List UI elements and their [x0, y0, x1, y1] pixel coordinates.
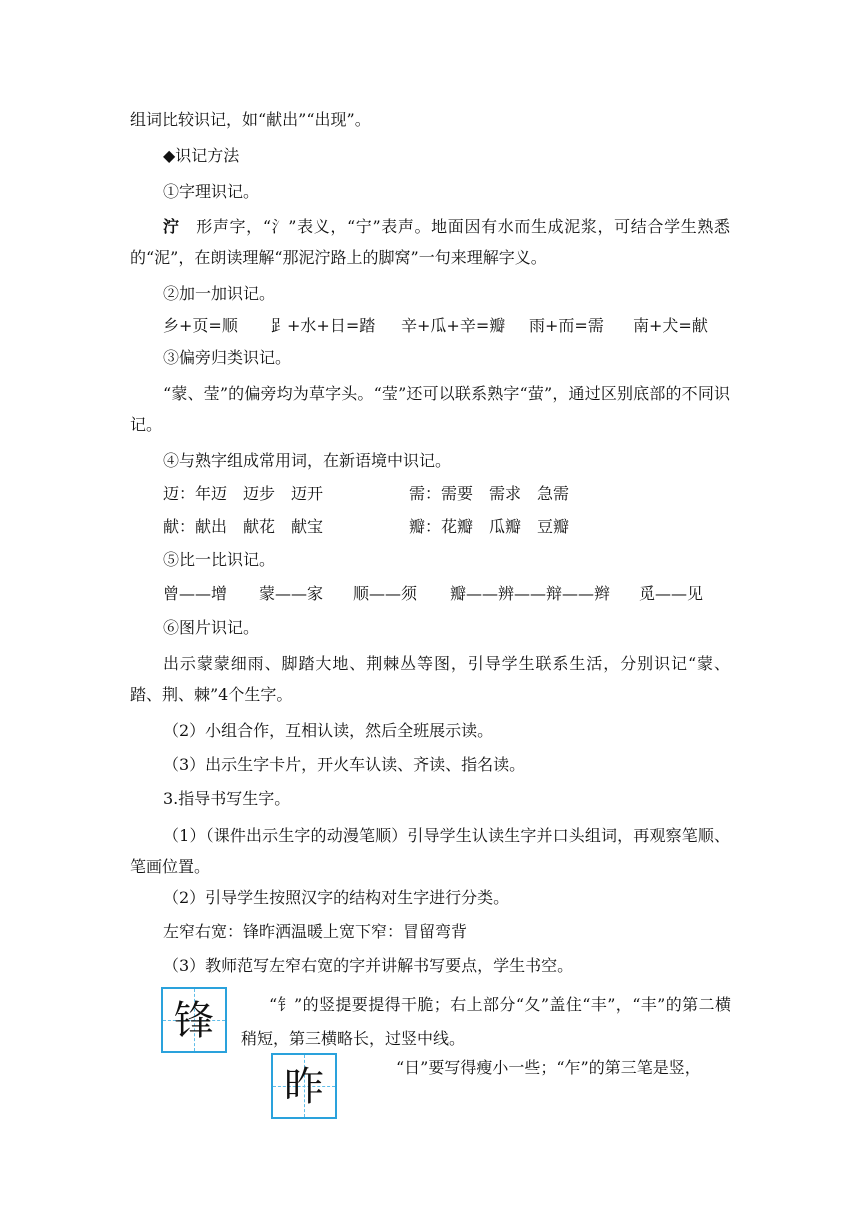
- section-heading: ◆识记方法: [163, 146, 240, 165]
- word-group: 迈：年迈 迈步 迈开: [163, 484, 324, 503]
- compare-item: 瓣——辨——辩——辫: [450, 584, 611, 603]
- add-item: 𧾷+水+日=踏: [271, 316, 376, 335]
- key-character: 泞: [163, 217, 180, 236]
- card-character: 锋: [174, 998, 214, 1044]
- compare-item: 曾——增: [163, 584, 228, 603]
- card-character: 昨: [284, 1064, 324, 1110]
- character-card: [161, 987, 227, 1053]
- compare-item: 顺——须: [353, 584, 418, 603]
- card-note: “钅”的竖提要提得干脆；右上部分“夂”盖住“丰”，“丰”的第二横稍短，第三横略长，过竖中线。: [241, 995, 731, 1048]
- method-heading: ③偏旁归类识记。: [163, 348, 292, 367]
- word-group: 瓣：花瓣 瓜瓣 豆瓣: [409, 517, 570, 536]
- compare-item: 觅——见: [639, 584, 704, 603]
- text-line: （2）小组合作，互相认读，然后全班展示读。: [163, 721, 494, 740]
- add-item: 辛+瓜+辛=瓣: [401, 316, 506, 335]
- text-line: 组词比较识记，如“献出”“出现”。: [130, 110, 371, 129]
- text-line: （2）引导学生按照汉字的结构对生字进行分类。: [163, 888, 510, 907]
- method-heading: ②加一加识记。: [163, 284, 276, 303]
- character-card: [271, 1053, 337, 1119]
- text-line: （3）教师范写左窄右宽的字并讲解书写要点，学生书空。: [163, 956, 574, 975]
- compare-item: 蒙——家: [259, 584, 324, 603]
- word-group: 献：献出 献花 献宝: [163, 517, 324, 536]
- add-item: 雨+而=需: [529, 316, 604, 335]
- word-group: 需：需要 需求 急需: [409, 484, 570, 503]
- paragraph: 泞 形声字，“氵”表义，“宁”表声。地面因有水而生成泥浆，可结合学生熟悉的“泥”，在朗读理解“那泥泞路上的脚窝”一句来理解字义。: [130, 217, 730, 267]
- method-heading: ④与熟字组成常用词，在新语境中识记。: [163, 451, 452, 470]
- paragraph: （1）（课件出示生字的动漫笔顺）引导学生认读生字并口头组词，再观察笔顺、笔画位置。: [130, 826, 730, 876]
- text-line: （3）出示生字卡片，开火车认读、齐读、指名读。: [163, 755, 526, 774]
- method-heading: ①字理识记。: [163, 182, 260, 201]
- step-heading: 3.指导书写生字。: [163, 789, 291, 808]
- classification-line: 左窄右宽：锋昨洒温暖上宽下窄：冒留弯背: [163, 922, 468, 941]
- card-note: “日”要写得瘦小一些；“乍”的第三笔是竖，: [396, 1058, 701, 1077]
- add-item: 南+犬=献: [633, 316, 708, 335]
- paragraph: “蒙、莹”的偏旁均为草字头。“莹”还可以联系熟字“萤”，通过区别底部的不同识记。: [130, 384, 730, 434]
- method-heading: ⑥图片识记。: [163, 618, 260, 637]
- add-item: 乡+页=顺: [163, 316, 238, 335]
- method-heading: ⑤比一比识记。: [163, 550, 276, 569]
- paragraph: 出示蒙蒙细雨、脚踏大地、荆棘丛等图，引导学生联系生活，分别识记“蒙、踏、荆、棘”4个生字。: [130, 654, 730, 704]
